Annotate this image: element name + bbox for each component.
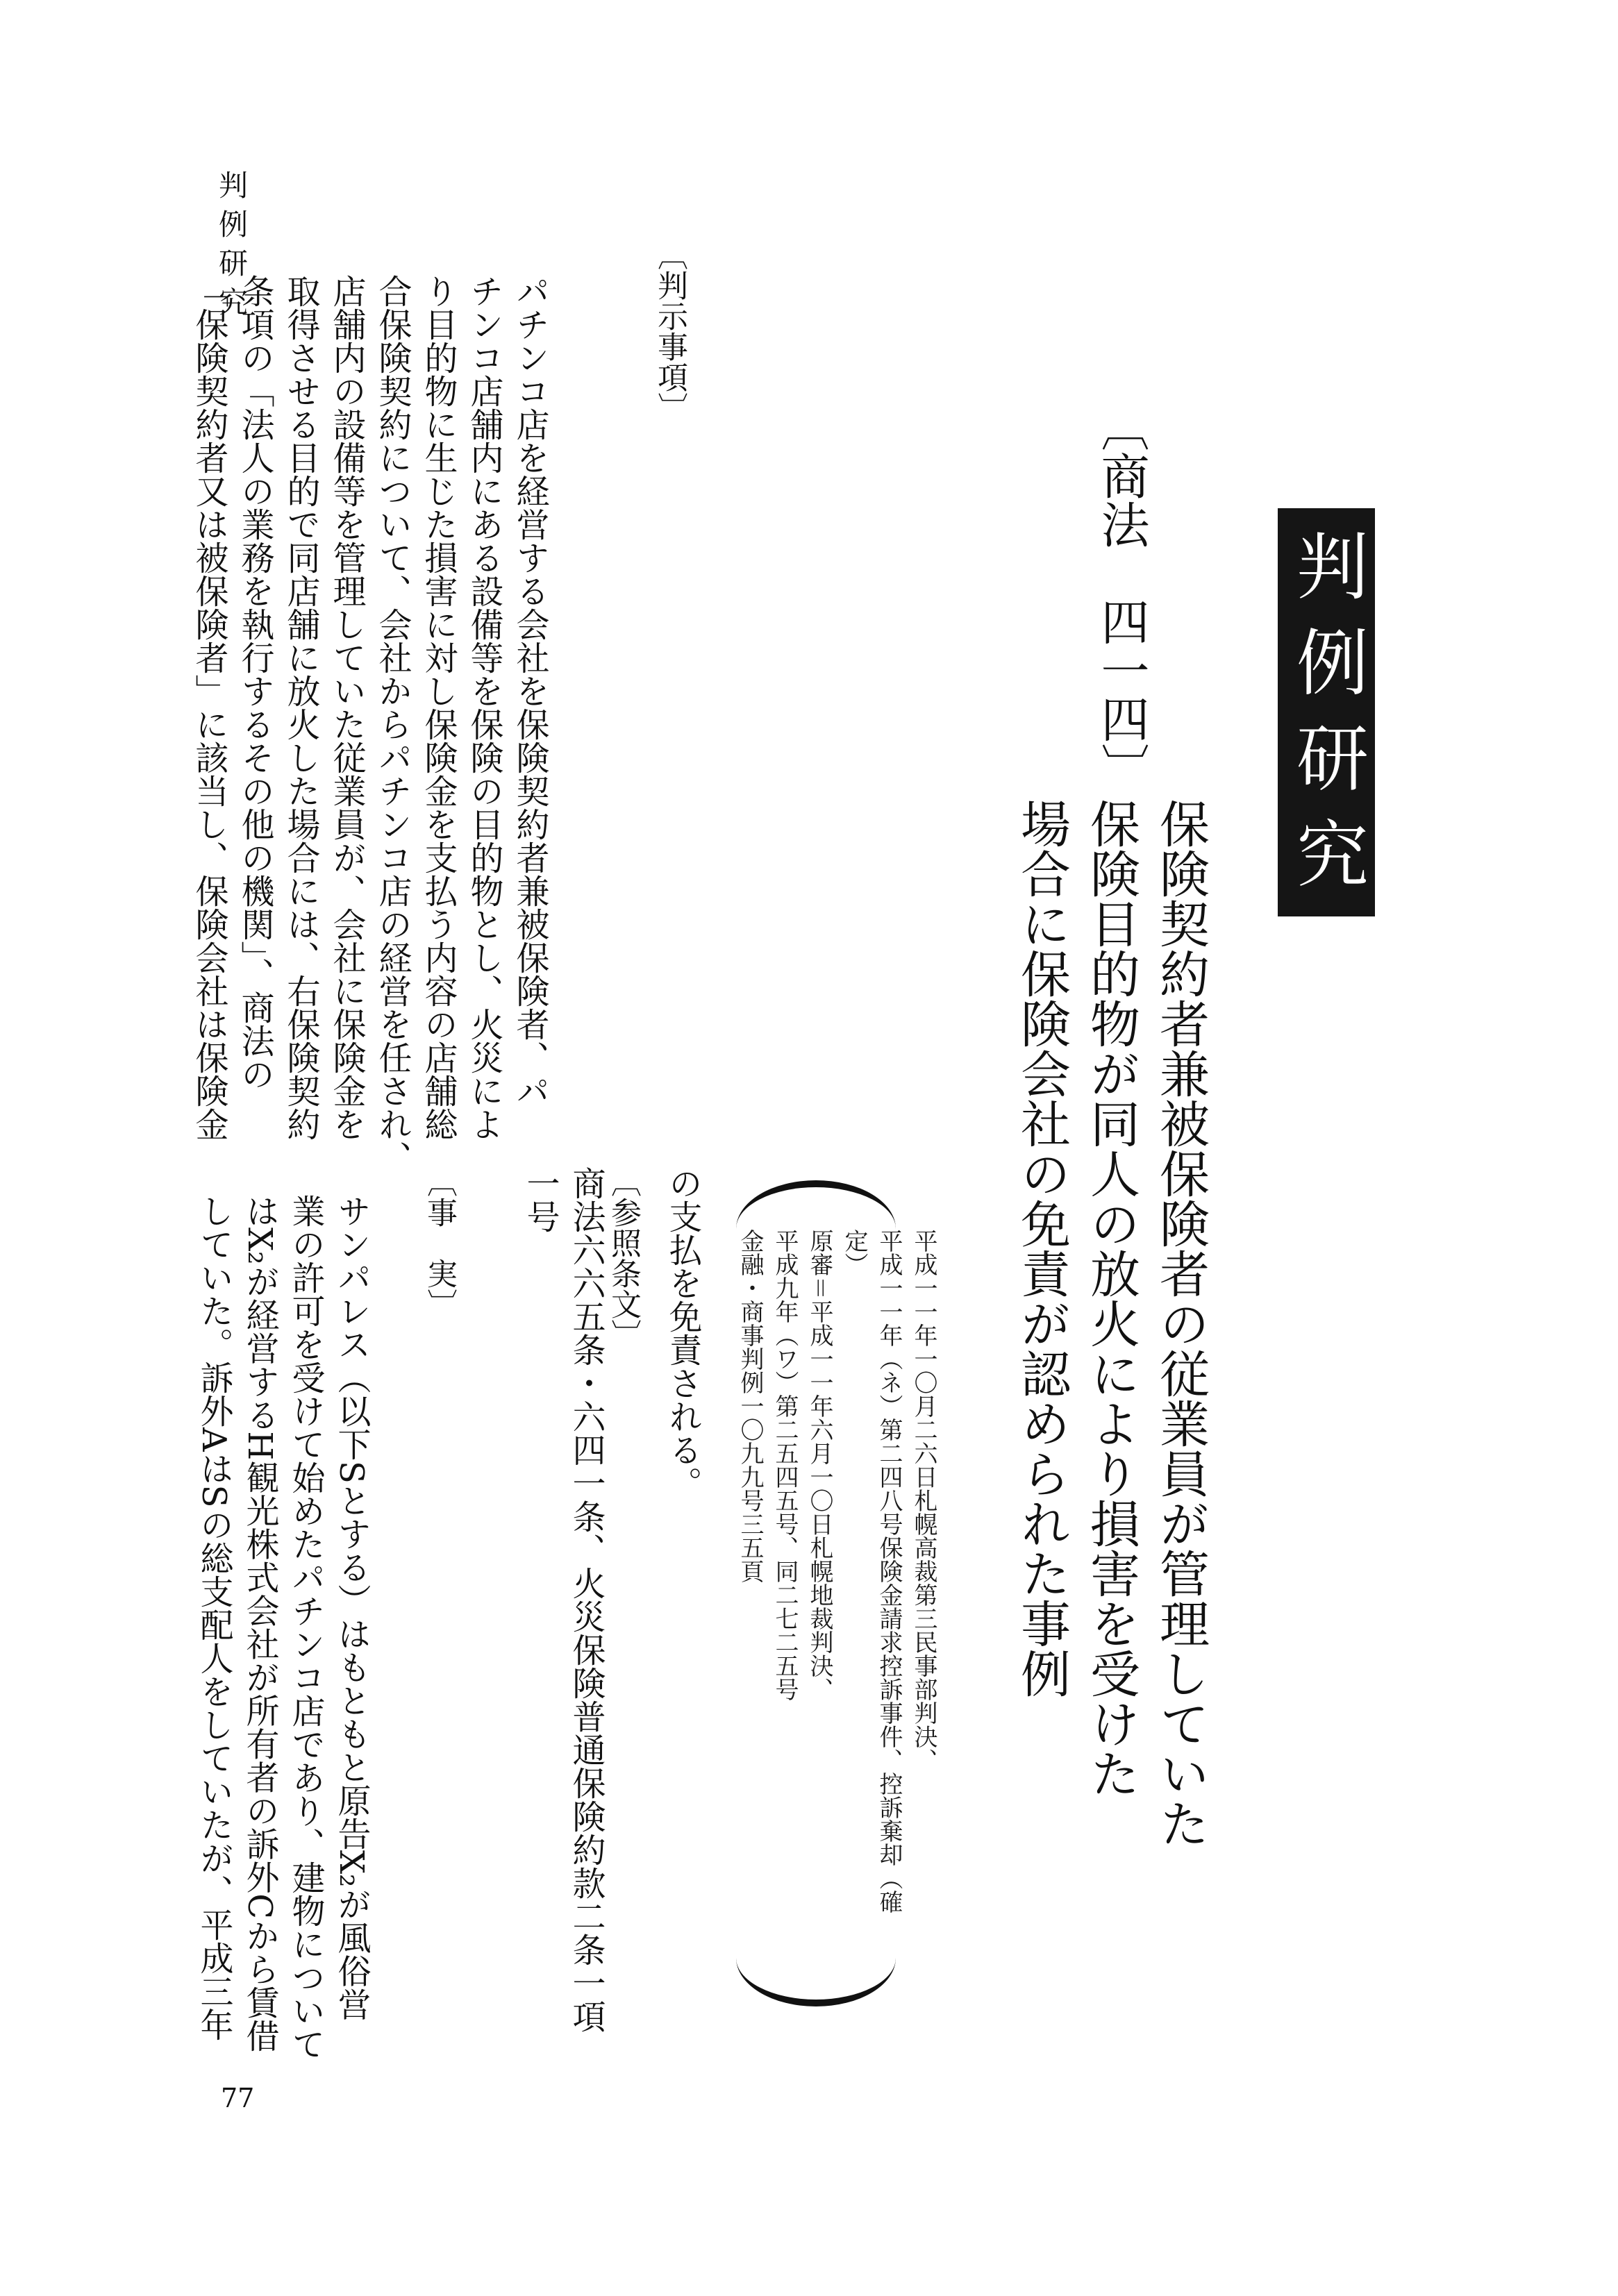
judgment-line: 店舗内の設備等を管理していた従業員が、会社に保険金を: [327, 274, 366, 1141]
judgment-line: 取得させる目的で同店舗に放火した場合には、右保険契約: [281, 274, 320, 1141]
facts-line: はX₂が経営するH観光株式会社が所有者の訴外Cから賃借: [240, 1194, 279, 2052]
judgment-heading: 〔判示事項〕: [652, 240, 687, 423]
law-citation: 〔商法 四一四〕: [1093, 403, 1150, 791]
reference-body: [517, 1166, 609, 2033]
case-title-line: 保険契約者兼被保険者の従業員が管理していた: [1151, 798, 1210, 1848]
page-number: 77: [221, 2083, 255, 2113]
facts-line: サンパレス（以下Sとする）はもともと原告X₂が風俗営: [332, 1194, 371, 2021]
citation-line: 平成一一年一〇月二六日札幌高裁第三民事部判決、: [910, 1229, 937, 1772]
section-title-text: 判例研究: [1284, 529, 1369, 912]
judgment-line: 合保険契約について、会社からパチンコ店の経営を任され、: [373, 274, 412, 1174]
judgment-line: 条項の「法人の業務を執行するその他の機関」、商法の: [235, 274, 274, 1091]
citation-line: 平成一一年（ネ）第二四八号保険金請求控訴事件、控訴棄却（確: [875, 1229, 903, 1913]
section-title-box: [1278, 508, 1375, 916]
citation-close-bracket: [736, 1958, 896, 2006]
citation-line: 金融・商事判例一〇九九号三五頁: [736, 1229, 764, 1583]
reference-line: 商法六六五条・六四一条、火災保険普通保険約款二条一項: [567, 1166, 606, 2033]
case-title: [1007, 798, 1215, 1848]
case-title-line: 場合に保険会社の免責が認められた事例: [1012, 798, 1071, 1698]
citation-block: [733, 1229, 941, 1913]
running-header: 判例研究: [215, 170, 249, 326]
citation-line: 定）: [840, 1229, 868, 1276]
reference-line: 一号: [521, 1166, 560, 1233]
facts-heading: 〔事 実〕: [422, 1166, 457, 1319]
citation-open-bracket: [736, 1180, 896, 1229]
judgment-tail: の支払を免責される。: [663, 1166, 702, 1500]
judgment-line: パチンコ店を経営する会社を保険契約者兼被保険者、パ: [510, 274, 549, 1107]
reference-heading: 〔参照条文〕: [606, 1166, 641, 1350]
citation-line: 平成九年（ワ）第二五四五号、同二七二五号: [771, 1229, 799, 1701]
facts-line: していた。訴外AはSの総支配人をしていたが、平成三年: [194, 1194, 233, 2041]
judgment-line: チンコ店舗内にある設備等を保険の目的物とし、火災によ: [465, 274, 503, 1141]
citation-line: 原審＝平成一一年六月一〇日札幌地裁判決、: [806, 1229, 833, 1701]
judgment-body: [186, 274, 553, 1174]
case-title-line: 保険目的物が同人の放火により損害を受けた: [1082, 798, 1140, 1798]
facts-body: [191, 1194, 374, 2061]
judgment-line: り目的物に生じた損害に対し保険金を支払う内容の店舗総: [419, 274, 458, 1141]
judgment-line: 「保険契約者又は被保険者」に該当し、保険会社は保険金: [190, 274, 228, 1141]
facts-line: 業の許可を受けて始めたパチンコ店であり、建物について: [286, 1194, 325, 2061]
